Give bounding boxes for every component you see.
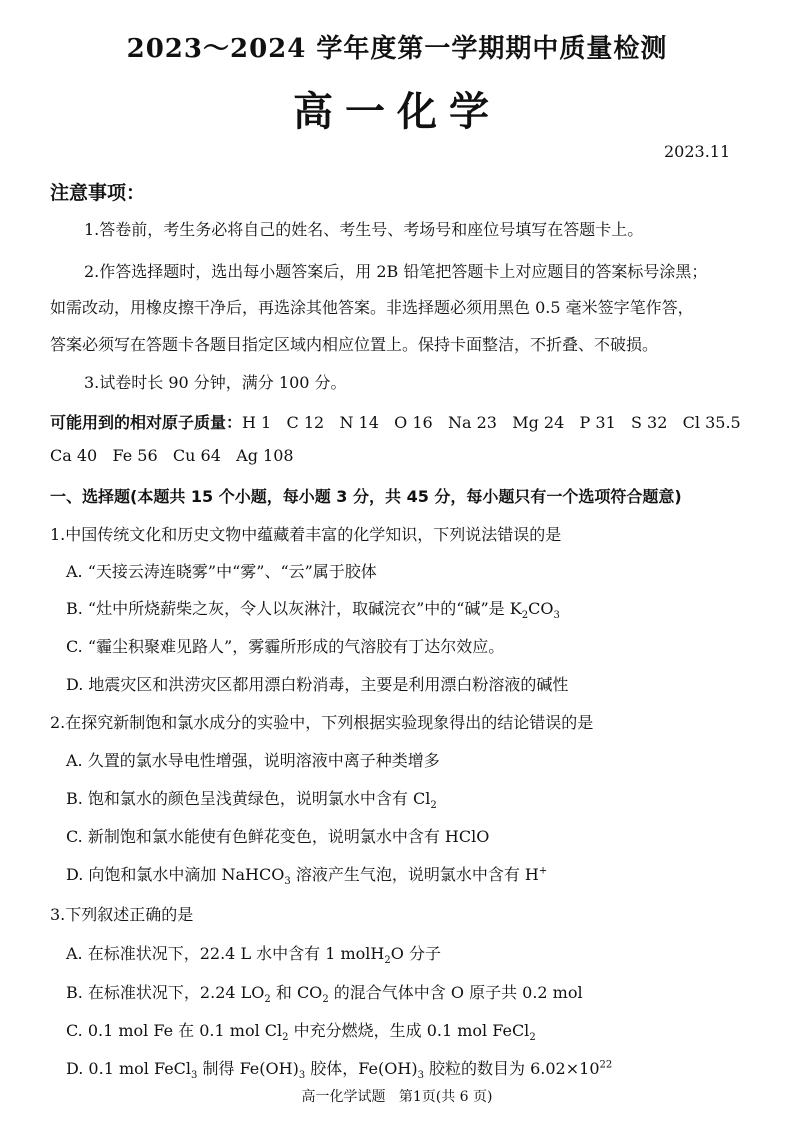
section-title: 一、选择题(本题共 15 个小题，每小题 3 分，共 45 分，每小题只有一个选项符合题意) (50, 487, 682, 506)
question-1-option-a: A. “天接云涛连晓雾”中“雾”、“云”属于胶体 (66, 562, 377, 581)
page-footer: 高一化学试题 第1页(共 6 页) (301, 1089, 493, 1105)
question-1-option-d: D. 地震灾区和洪涝灾区都用漂白粉消毒，主要是利用漂白粉溶液的碱性 (66, 675, 569, 694)
subject-title: 高一化学 (293, 88, 501, 135)
question-1-option-c: C. “霾尘积聚难见路人”，雾霾所形成的气溶胶有丁达尔效应。 (66, 637, 505, 656)
question-2-option-d: D. 向饱和氯水中滴加 NaHCO$_3$ 溶液产生气泡，说明氯水中含有 H+ (66, 865, 548, 888)
question-3-option-a: A. 在标准状况下，22.4 L 水中含有 1 molH$_2$O 分子 (66, 944, 441, 967)
notice-item-2-line-1: 2.作答选择题时，选出每小题答案后，用 2B 铅笔把答题卡上对应题目的答案标号涂黑； (84, 262, 708, 281)
question-2-option-a: A. 久置的氯水导电性增强，说明溶液中离子种类增多 (66, 751, 440, 770)
question-2-option-c: C. 新制饱和氯水能使有色鲜花变色，说明氯水中含有 HClO (66, 827, 490, 846)
question-1-stem: 1.中国传统文化和历史文物中蕴藏着丰富的化学知识，下列说法错误的是 (50, 525, 562, 544)
question-2-stem: 2.在探究新制饱和氯水成分的实验中，下列根据实验现象得出的结论错误的是 (50, 713, 594, 732)
question-3-option-c: C. 0.1 mol Fe 在 0.1 mol $Cl_2$ 中充分燃烧，生成 0.1 mol FeCl$_2$ (66, 1021, 536, 1044)
notice-item-2-line-2: 如需改动，用橡皮擦干净后，再选涂其他答案。非选择题必须用黑色 0.5 毫米签字笔作答， (50, 298, 694, 317)
atomic-masses-line-1 (50, 410, 741, 433)
question-1-option-b: B. “灶中所烧薪柴之灰，令人以灰淋汁，取碱浣衣”中的“碱”是 $K_2CO_3$ (66, 599, 560, 622)
question-3-stem: 3.下列叙述正确的是 (50, 905, 194, 924)
notice-item-2-line-3: 答案必须写在答题卡各题目指定区域内相应位置上。保持卡面整洁，不折叠、不破损。 (50, 335, 659, 354)
notice-item-3: 3.试卷时长 90 分钟，满分 100 分。 (84, 373, 347, 392)
atomic-masses-line-2: Ca 40 Fe 56 Cu 64 Ag 108 (50, 446, 294, 465)
exam-title: 2023～2024 学年度第一学期期中质量检测 (126, 34, 668, 64)
question-3-option-b: B. 在标准状况下，2.24 $LO_2$ 和 $CO_2$ 的混合气体中含 O 原子共 0.2 mol (66, 983, 583, 1006)
notice-item-1: 1.答卷前，考生务必将自己的姓名、考生号、考场号和座位号填写在答题卡上。 (84, 220, 644, 239)
notice-heading: 注意事项： (50, 182, 146, 204)
atomic-masses-label: 可能用到的相对原子质量： (50, 413, 243, 432)
exam-date: 2023.11 (664, 142, 731, 161)
atomic-masses-values-1: H 1 C 12 N 14 O 16 Na 23 Mg 24 P 31 S 32 Cl 35.5 (242, 413, 741, 432)
question-3-option-d: D. 0.1 mol FeCl$_3$ 制得 $Fe(OH)_3$ 胶体，$Fe(OH)_3$ 胶粒的数目为 $6.02\times 10^{22}$ (66, 1059, 613, 1082)
question-2-option-b: B. 饱和氯水的颜色呈浅黄绿色，说明氯水中含有 $Cl_2$ (66, 789, 437, 812)
